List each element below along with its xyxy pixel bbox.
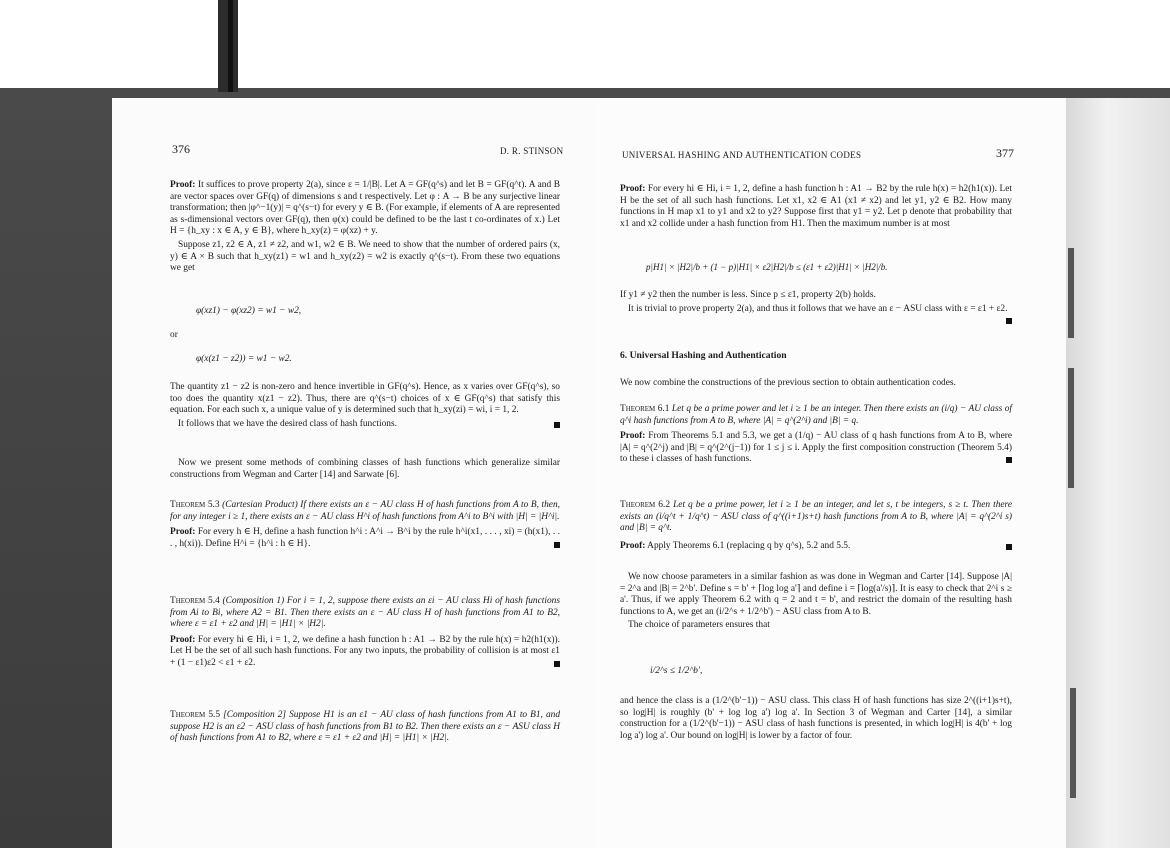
- theorem-5-3: [170, 500, 560, 552]
- section-heading: 6. Universal Hashing and Authentication: [620, 350, 787, 361]
- proof-label: Proof:: [170, 634, 196, 645]
- left-column-3: [170, 458, 560, 483]
- page-number: 376: [172, 142, 190, 156]
- theorem-text: Let q be a prime power, let i ≥ 1 be an integer, and let s, t be integers, s ≥ t. Then there exists an (i/q^t + 1/q^t) − ASU class of q^((i+1)s+t) hash functions from A to B, where |A| = q^(2^i s) and |B| = q^t.: [620, 500, 1013, 534]
- proof-label: Proof:: [620, 184, 646, 194]
- theorem-6-2: [620, 500, 1012, 554]
- proof-label: Proof:: [620, 540, 646, 551]
- proof-text: Apply Theorems 6.1 (replacing q by q^s), 5.2 and 5.5.: [647, 540, 851, 551]
- left-column: [170, 180, 560, 277]
- book-spine-line: [228, 0, 233, 92]
- paragraph: It is trivial to prove property 2(a), and thus it follows that we have an ε − ASU class with ε = ε1 + ε2.: [620, 304, 1012, 316]
- left-page: [112, 98, 595, 848]
- proof-text: For every h ∈ H, define a hash function h^i : A^i → B^i by the rule h^i(x1, . . . , xi) = (h(x1), . . . , h(xi)). Define H^i = {h^i : h ∈ H}.: [170, 527, 560, 549]
- paragraph: and hence the class is a (1/2^(b'−1)) − ASU class. This class H of hash functions has size 2^((i+1)s+t), so log|H| is roughly (b' + log log a') log a'. In Section 3 of Wegman and Carter [14], a similar construction for a (1/2^(b'−1)) − ASU class of hash functions is presented, in which log|H| is 4(b' + log log a') log a'. Our bound on log|H| is lower by a factor of four.: [620, 696, 1012, 741]
- equation-2: φ(x(z1 − z2)) = w1 − w2.: [196, 354, 292, 364]
- paragraph: The choice of parameters ensures that: [628, 620, 770, 631]
- proof-paragraph-2: Suppose z1, z2 ∈ A, z1 ≠ z2, and w1, w2 ∈ B. We need to show that the number of ordered pairs (x, y) ∈ A × B such that h_xy(z1) = w1 and h_xy(z2) = w2 is exactly q^(s−t). From these two equations we get: [170, 239, 560, 274]
- or-word: or: [170, 330, 178, 340]
- qed-mark: [1006, 318, 1012, 324]
- proof-label: Proof:: [620, 431, 646, 442]
- page-number: 377: [996, 146, 1014, 160]
- edge-shadow: [1068, 368, 1074, 488]
- theorem-label: Theorem 5.3: [170, 500, 220, 510]
- paragraph: We now choose parameters in a similar fashion as was done in Wegman and Carter [14]. Suppose |A| = 2^a and |B| = 2^b'. Define s = b' + ⌈log log a'⌉ and define i = ⌈log(a'/s)⌉. It is easy to check that 2^i s ≥ a'. Thus, if we apply Theorem 6.2 with q = 2 and t = b', and restrict the domain of the resulting hash functions to A, we get an (i/2^s + 1/2^b') − ASU class from A to B.: [620, 572, 1012, 617]
- right-column: [620, 184, 1012, 232]
- running-head: D. R. STINSON: [500, 146, 564, 156]
- bound-equation: p|H1| × |H2|/b + (1 − p)|H1| × ε2|H2|/b ≤ (ε1 + ε2)|H1| × |H2|/b.: [646, 262, 888, 272]
- theorem-6-1: [620, 404, 1012, 468]
- running-head: UNIVERSAL HASHING AND AUTHENTICATION CODES: [622, 150, 862, 160]
- proof-label: Proof:: [170, 527, 196, 538]
- right-column-4: [620, 696, 1012, 744]
- paragraph-conclusion: It follows that we have the desired class of hash functions.: [170, 419, 560, 431]
- proof-text: For every hi ∈ Hi, i = 1, 2, we define a hash function h : A1 → B2 by the rule h(x) = h2(h1(x)). Let H be the set of all such hash functions. For any two inputs, the probability of collision is at most ε1 + (1 − ε1)ε2 < ε1 + ε2.: [170, 634, 560, 668]
- page-stack-edge: [1066, 98, 1170, 848]
- theorem-text: Let q be a prime power and let i ≥ 1 be an integer. Then there exists an (i/q) − AU class of q^i hash functions from A to B, where |A| = q^(2^i) and |B| = q.: [620, 404, 1012, 426]
- paragraph: The quantity z1 − z2 is non-zero and hence invertible in GF(q^s). Hence, as x varies over GF(q^s), so too does the quantity x(z1 − z2). Thus, there are q^(s−t) choices of x ∈ GF(q^s) that satisfy this equation. For each such x, a unique value of y is determined such that h_xy(zi) = wi, i = 1, 2.: [170, 382, 560, 416]
- paragraph: If y1 ≠ y2 then the number is less. Since p ≤ ε1, property 2(b) holds.: [620, 290, 876, 300]
- choice-equation: i/2^s ≤ 1/2^b',: [650, 666, 703, 676]
- qed-mark: [554, 661, 560, 667]
- proof-label: Proof:: [170, 180, 196, 190]
- qed-mark: [1006, 457, 1012, 463]
- theorem-label: Theorem 5.5: [170, 710, 221, 720]
- theorem-5-5: [170, 710, 560, 747]
- edge-shadow: [1068, 248, 1074, 338]
- theorem-text: (Composition 1) For i = 1, 2, suppose there exists an εi − AU class Hi of hash functions from Ai to Bi, where A2 = B1. Then there exists an ε − AU class H of hash functions from A1 to B2, where ε = ε1 + ε2 and |H| = |H1| × |H2|.: [170, 596, 560, 630]
- right-page: [594, 98, 1066, 848]
- qed-mark: [554, 422, 560, 428]
- paragraph: We now combine the constructions of the previous section to obtain authentication codes.: [620, 378, 956, 388]
- scanner-bed-top: [0, 0, 1170, 100]
- theorem-label: Theorem 6.2: [620, 500, 671, 510]
- proof-text: It suffices to prove property 2(a), since ε = 1/|B|. Let A = GF(q^s) and let B = GF(q^t). A and B are vector spaces over GF(q) of dimensions s and t respectively. Let φ : A → B be any surjective linear transformation; then |φ^−1(y)| = q^(s−t) for every y ∈ B. (For example, if elements of A are represented as s-dimensional vectors over GF(q), then φ(x) could be defined to be the last t co-ordinates of x.) Let H = {h_xy : x ∈ A, y ∈ B}, where h_xy(z) = φ(xz) + y.: [170, 180, 561, 237]
- edge-shadow: [1070, 688, 1076, 798]
- theorem-label: Theorem 5.4: [170, 596, 220, 606]
- theorem-text: (Cartesian Product) If there exists an ε − AU class H of hash functions from A to B, then, for any integer i ≥ 1, there exists an ε − AU class H^i of hash functions from A^i to B^i with |H| = |H^i|.: [170, 500, 561, 522]
- theorem-5-4: [170, 596, 560, 672]
- theorem-text: [Composition 2] Suppose H1 is an ε1 − AU class of hash functions from A1 to B1, and suppose H2 is an ε2 − ASU class of hash functions from B1 to B2. Then there exists an ε − ASU class H of hash functions from A1 to B2, where ε = ε1 + ε2 and |H| = |H1| × |H2|.: [170, 710, 561, 744]
- qed-mark: [554, 542, 560, 548]
- equation-1: φ(xz1) − φ(xz2) = w1 − w2,: [196, 306, 302, 316]
- theorem-label: Theorem 6.1: [620, 404, 670, 414]
- qed-mark: [1006, 544, 1012, 550]
- proof-text: From Theorems 5.1 and 5.3, we get a (1/q) − AU class of q hash functions from A to B, where |A| = q^(2^j) and |B| = q^(2^(j−1)) for 1 ≤ j ≤ i. Apply the first composition construction (Theorem 5.4) to these i classes of hash functions.: [620, 431, 1013, 465]
- right-column-2: [620, 290, 1012, 324]
- paragraph: Now we present some methods of combining classes of hash functions which generalize similar constructions from Wegman and Carter [14] and Sarwate [6].: [170, 458, 560, 480]
- proof-text: For every hi ∈ Hi, i = 1, 2, define a hash function h : A1 → B2 by the rule h(x) = h2(h1(x)). Let H be the set of all such hash functions. Let x1, x2 ∈ A1 (x1 ≠ x2) and let y1, y2 ∈ B2. How many functions in H map x1 to y1 and x2 to y2? Suppose first that y1 = y2. Let p denote that probability that x1 and x2 collide under a hash function from H1. Then the maximum number is at most: [620, 184, 1012, 229]
- left-column-2: [170, 382, 560, 432]
- right-column-3: [620, 572, 1012, 634]
- proof-paragraph: [170, 180, 560, 238]
